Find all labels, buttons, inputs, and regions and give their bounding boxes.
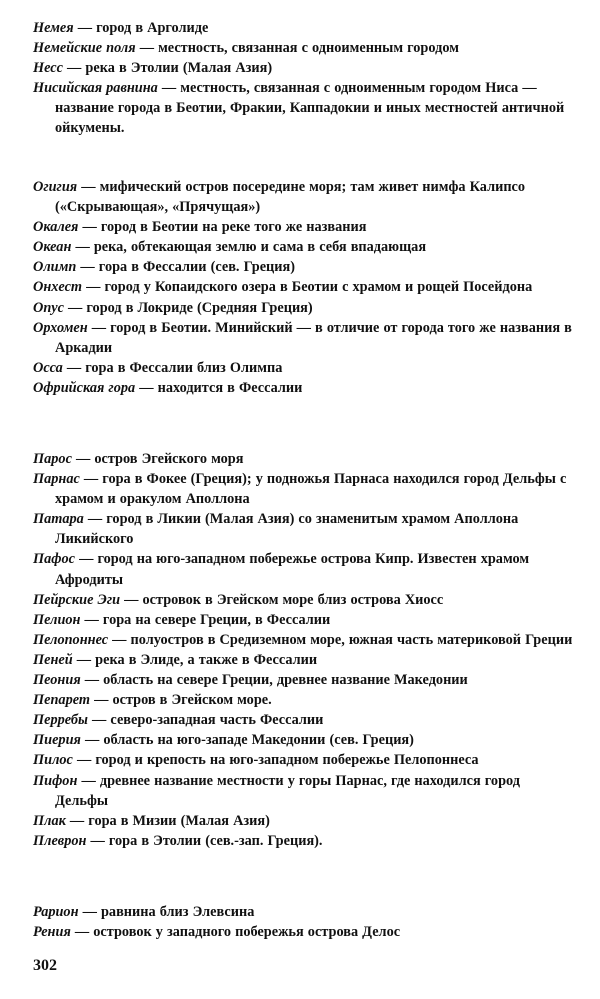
glossary-entry [33, 902, 573, 922]
entry-definition: — город на юго-западном побережье острова Кипр. Известен храмом Афродиты [55, 551, 530, 588]
entry-term: Нисийская равнина [33, 80, 158, 97]
entry-definition: — область на севере Греции, древнее название Македонии [80, 672, 468, 689]
glossary-entry [33, 690, 573, 710]
entry-term: Плеврон [33, 832, 87, 849]
entry-term: Пелопоннес [33, 631, 109, 648]
glossary-entry [33, 590, 573, 610]
glossary-entry [33, 257, 573, 277]
entry-definition: — город в Арголиде [73, 20, 209, 36]
glossary-entry [33, 750, 573, 770]
entry-term: Плак [33, 812, 66, 829]
entry-term: Перребы [33, 712, 88, 729]
entry-term: Пеней [33, 651, 73, 668]
entry-term: Пелион [33, 611, 81, 628]
glossary-entry [33, 730, 573, 750]
glossary-entry [33, 811, 573, 831]
glossary-entry [33, 78, 573, 138]
entry-term: Пифон [33, 772, 78, 789]
entry-definition: — город в Ликии (Малая Азия) со знаменитым храмом Аполлона Ликийского [55, 511, 519, 548]
entry-term: Несс [33, 60, 63, 77]
entry-term: Офрийская гора [33, 379, 136, 396]
glossary-entry [33, 509, 573, 549]
entry-term: Немея [33, 20, 74, 36]
page-number: 302 [33, 957, 57, 974]
glossary-entry [33, 318, 573, 358]
entry-term: Пеония [33, 672, 81, 689]
glossary-entry [33, 277, 573, 297]
entry-term: Огигия [33, 179, 78, 195]
glossary-entry [33, 650, 573, 670]
entry-group-n [33, 18, 573, 139]
glossary-entry [33, 549, 573, 589]
entry-term: Рения [33, 924, 71, 941]
entry-definition: — область на юго-западе Македонии (сев. Греция) [80, 732, 414, 749]
entry-term: Пепарет [33, 692, 90, 709]
entry-term: Осса [33, 359, 63, 376]
glossary-entry [33, 237, 573, 257]
glossary-entry [33, 378, 573, 398]
entry-definition: — гора на севере Греции, в Фессалии [80, 611, 331, 628]
entry-term: Пиерия [33, 732, 81, 749]
entry-group-p [33, 449, 573, 851]
entry-term: Парос [33, 451, 72, 467]
glossary-entry [33, 58, 573, 78]
entry-definition: — местность, связанная с одноименным городом [135, 40, 459, 57]
entry-definition: — город в Беотии. Минийский — в отличие от города того же названия в Аркадии [55, 319, 572, 356]
entry-term: Океан [33, 239, 72, 256]
glossary-entry [33, 771, 573, 811]
glossary-entry [33, 831, 573, 851]
entry-definition: — река в Элиде, а также в Фессалии [72, 651, 318, 668]
entry-definition: — местность, связанная с одноименным городом Ниса — название города в Беотии, Фракии, Каппадокии и иных местностей античной ойкумены. [55, 80, 565, 137]
glossary-entry [33, 469, 573, 509]
glossary-entry [33, 630, 573, 650]
entry-group-r [33, 902, 573, 942]
glossary-entry [33, 670, 573, 690]
glossary-entry [33, 449, 573, 469]
entry-definition: — река в Этолии (Малая Азия) [62, 60, 273, 77]
entry-definition: — находится в Фессалии [135, 379, 303, 396]
entry-definition: — город в Беотии на реке того же названия [78, 219, 367, 236]
entry-term: Пафос [33, 551, 75, 568]
glossary-entry [33, 358, 573, 378]
entry-definition: — река, обтекающая землю и сама в себя впадающая [71, 239, 427, 256]
entry-term: Немейские поля [33, 40, 136, 57]
entry-definition: — северо-западная часть Фессалии [87, 712, 324, 729]
entry-definition: — полуостров в Средиземном море, южная часть материковой Греции [108, 631, 573, 648]
glossary-entry [33, 18, 573, 38]
entry-definition: — мифический остров посередине моря; там живет нимфа Калипсо («Скрывающая», «Прячущая») [55, 179, 526, 216]
entry-definition: — островок в Эгейском море близ острова Хиосс [120, 591, 444, 608]
entry-definition: — равнина близ Элевсина [78, 904, 255, 920]
entry-definition: — гора в Фокее (Греция); у подножья Парнаса находился город Дельфы с храмом и оракулом Аполлона [55, 471, 567, 508]
entry-term: Онхест [33, 279, 83, 296]
entry-term: Рарион [33, 904, 79, 920]
entry-definition: — город и крепость на юго-западном побережье Пелопоннеса [72, 752, 479, 769]
entry-definition: — гора в Фессалии близ Олимпа [62, 359, 283, 376]
entry-definition: — город у Копаидского озера в Беотии с храмом и рощей Посейдона [82, 279, 533, 296]
entry-term: Орхомен [33, 319, 88, 336]
entry-definition: — город в Локриде (Средняя Греция) [63, 299, 313, 316]
entry-definition: — гора в Этолии (сев.-зап. Греция). [86, 832, 323, 849]
entry-term: Олимп [33, 259, 77, 276]
glossary-entry [33, 710, 573, 730]
entry-term: Парнас [33, 471, 80, 488]
entry-term: Окалея [33, 219, 79, 236]
entry-definition: — гора в Фессалии (сев. Греция) [76, 259, 296, 276]
entry-term: Опус [33, 299, 64, 316]
glossary-entry [33, 298, 573, 318]
entry-term: Пейрские Эги [33, 591, 121, 608]
glossary-entry [33, 38, 573, 58]
entry-definition: — остров Эгейского моря [71, 451, 244, 467]
entry-definition: — древнее название местности у горы Парнас, где находился город Дельфы [55, 772, 520, 809]
entry-definition: — гора в Мизии (Малая Азия) [65, 812, 270, 829]
entry-term: Пилос [33, 752, 73, 769]
glossary-entry [33, 922, 573, 942]
glossary-entry [33, 217, 573, 237]
glossary-entry [33, 177, 573, 217]
entry-group-o [33, 177, 573, 398]
entry-definition: — островок у западного побережья острова Делос [70, 924, 401, 941]
glossary-entry [33, 610, 573, 630]
entry-term: Патара [33, 511, 84, 528]
entry-definition: — остров в Эгейском море. [90, 692, 272, 709]
